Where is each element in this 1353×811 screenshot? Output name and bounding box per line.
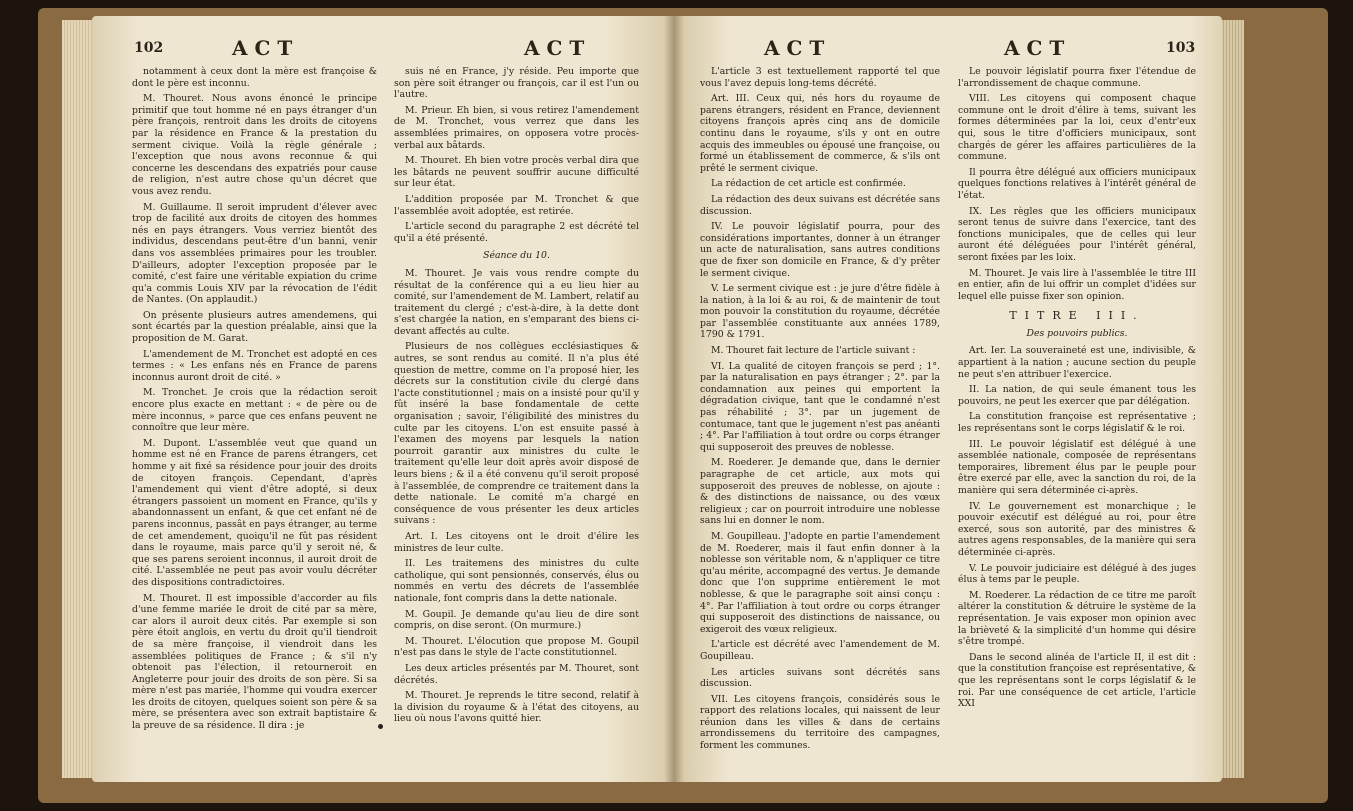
page-edges-left — [62, 20, 96, 778]
paragraph: M. Roederer. La rédaction de ce titre me paroît altérer la constitution & détruire le système de la représentation. Je vais exposer mon opinion avec la brièveté & la simplicité d'un homme qui désire s'être trompé. — [958, 589, 1196, 648]
text-column-2 — [958, 66, 1196, 714]
paragraph: La rédaction de cet article est confirmée. — [711, 178, 906, 190]
paragraph: M. Thouret. Je vais lire à l'assemblée le titre III en entier, afin de lui offrir un complet d'idées sur lequel elle puisse fixer son opinion. — [958, 267, 1196, 302]
paragraph: M. Dupont. L'assemblée veut que quand un homme est né en France de parens étrangers, cet homme y ait fixé sa résidence pour jouir des droits de citoyen françois. Cependant, d'après l'amendement qui vient d'être adopté, si deux étrangers passoient un moment en France, qu'ils y abandonnassent un enfant, & que cet enfant né de parens inconnus, passât en pays étranger, au terme de cet amendement, quoiqu'il ne fût pas résident dans le royaume, mais parce qu'il y seroit né, & que ses parens seroient inconnus, il auroit droit de cité. L'assemblée ne peut pas avoir voulu décréter des dispositions contradictoires. — [132, 437, 377, 588]
paragraph: II. La nation, de qui seule émanent tous les pouvoirs, ne peut les exercer que par délégation. — [958, 384, 1196, 407]
paragraph: IV. Le pouvoir législatif pourra, pour des considérations importantes, donner à un étranger un acte de naturalisation, sans autres conditions que de fixer son domicile en France, & d'y prêter le serment civique. — [700, 221, 940, 279]
paragraph: VI. La qualité de citoyen françois se perd ; 1°. par la naturalisation en pays étranger ; 2°. par la condamnation aux peines qui emportent la dégradation civique, tant que le condamné n'est pas réhabilité ; 3°. par un jugement de contumace, tant que le jugement n'est pas anéanti ; 4°. Par l'affiliation à tout ordre ou corps étranger qui supposeroit des preuves de noblesse. — [700, 360, 940, 453]
text-column-2 — [394, 66, 639, 729]
paragraph: M. Thouret. Eh bien votre procès verbal dira que les bâtards ne peuvent souffrir aucune difficulté sur leur état. — [394, 155, 639, 190]
paragraph: Le pouvoir législatif pourra fixer l'étendue de l'arrondissement de chaque commune. — [958, 66, 1196, 89]
ink-dot — [378, 724, 383, 729]
paragraph: IX. Les règles que les officiers municipaux seront tenus de suivre dans l'exercice, tant des fonctions municipales, que de celles qui leur auront été déléguées pour l'intérêt général, seront fixées par les loix. — [958, 205, 1196, 263]
paragraph: M. Thouret. Je reprends le titre second, relatif à la division du royaume & à l'état des citoyens, au lieu où nous l'avons quitté hier. — [394, 690, 639, 725]
paragraph: La rédaction des deux suivans est décrétée sans discussion. — [700, 193, 940, 217]
paragraph: On présente plusieurs autres amendemens, qui sont écartés par la question préalable, ainsi que la proposition de M. Garat. — [132, 309, 377, 345]
paragraph: notamment à ceux dont la mère est françoise & dont le père est inconnu. — [132, 66, 377, 89]
paragraph: Il pourra être délégué aux officiers municipaux quelques fonctions relatives à l'intérêt général de l'état. — [958, 166, 1196, 201]
paragraph: Les articles suivans sont décrétés sans discussion. — [700, 666, 940, 690]
paragraph: Art. III. Ceux qui, nés hors du royaume de parens étrangers, résident en France, deviennent citoyens françois après cinq ans de domicile continu dans le royaume, s'ils y ont en outre acquis des immeubles ou épousé une françoise, ou formé un établissement de commerce, & s'ils ont prêté le serment civique. — [700, 93, 940, 174]
paragraph: L'addition proposée par M. Tronchet & que l'assemblée avoit adoptée, est retirée. — [394, 193, 639, 217]
page-number: 102 — [134, 40, 164, 56]
running-header: ACT — [1004, 36, 1072, 60]
paragraph: M. Thouret. Nous avons énoncé le principe primitif que tout homme né en pays étranger d'un père françois, rentroit dans les droits de citoyens par la résidence en France & la prestation du serment civique. Voilà la règle générale ; l'exception que nous avons reconnue & qui concerne les descendans des expatriés pour cause de religion, n'est autre chose qu'un décret que vous avez rendu. — [132, 93, 377, 197]
paragraph: M. Thouret. Il est impossible d'accorder au fils d'une femme mariée le droit de cité par sa mère, car alors il auroit deux cités. Par exemple si son père étoit anglois, en vertu du droit qu'il tiendroit de sa mère françoise, il viendroit dans les assemblées politiques de France ; & s'il n'y obtenoit pas l'élection, il retourneroit en Angleterre pour jouir des droits de son père. Si sa mère n'est pas mariée, l'homme qui voudra exercer les droits de citoyen, quelques soient son père & sa mère, se présentera avec son extrait baptistaire & la preuve de sa résidence. Il dira : je — [132, 592, 377, 732]
paragraph: M. Roederer. Je demande que, dans le dernier paragraphe de cet article, aux mots qui supposeroit des preuves de noblesse, on ajoute : & des distinctions de naissance, ou des vœux religieux ; car on pourroit introduire une noblesse sans lui en donner le nom. — [700, 457, 940, 527]
paragraph: suis né en France, j'y réside. Peu importe que son père soit étranger ou françois, car il est l'un ou l'autre. — [394, 66, 639, 101]
left-page — [92, 16, 674, 782]
paragraph: Des pouvoirs publics. — [1026, 327, 1128, 339]
paragraph: VII. Les citoyens françois, considérés sous le rapport des relations locales, qui naissent de leur réunion dans les villes & dans de certains arrondissemens du territoire des campagnes, forment les communes. — [700, 693, 940, 752]
running-header: ACT — [524, 36, 592, 60]
paragraph: Plusieurs de nos collègues ecclésiastiques & autres, se sont rendus au comité. Il n'a plus été question de mettre, comme on l'a proposé hier, les décrets sur la constitution civile du clergé dans l'acte constitutionnel ; mais on a insisté pour qu'il y fût inséré la base fondamentale de cette organisation ; savoir, l'éligibilité des ministres du culte par les citoyens. L'on est ensuite passé à l'examen des moyens par lesquels la nation pourroit garantir aux ministres du culte le traitement qu'elle leur doit après avoir disposé de leurs biens ; & il a été convenu qu'il seroit proposé à l'assemblée, de comprendre ce traitement dans la dette nationale. Le comité m'a chargé en conséquence de vous présenter les deux articles suivans : — [394, 341, 639, 527]
paragraph: M. Guillaume. Il seroit imprudent d'élever avec trop de facilité aux droits de citoyen des hommes nés en pays étrangers. Vous verriez bientôt des individus, descendans peut-être d'un banni, venir dans vos assemblées primaires pour les troubler. D'ailleurs, adopter l'exception proposée par le comité, c'est faire une véritable expiation du crime qu'a commis Louis XIV par la révocation de l'édit de Nantes. (On applaudit.) — [132, 201, 377, 306]
paragraph: Les deux articles présentés par M. Thouret, sont décrétés. — [394, 662, 639, 686]
paragraph: M. Goupil. Je demande qu'au lieu de dire sont compris, on dise seront. (On murmure.) — [394, 608, 639, 632]
running-header: ACT — [232, 36, 300, 60]
paragraph: L'article est décrété avec l'amendement de M. Goupilleau. — [700, 639, 940, 662]
paragraph: V. Le pouvoir judiciaire est délégué à des juges élus à tems par le peuple. — [958, 562, 1196, 586]
paragraph: V. Le serment civique est : je jure d'être fidèle à la nation, à la loi & au roi, & de maintenir de tout mon pouvoir la constitution du royaume, décrétée par l'assemblée constituante aux années 1789, 1790 & 1791. — [700, 283, 940, 341]
paragraph: L'article second du paragraphe 2 est décrété tel qu'il a été présenté. — [394, 221, 639, 244]
paragraph: L'amendement de M. Tronchet est adopté en ces termes : « Les enfans nés en France de parens inconnus auront droit de cité. » — [132, 348, 377, 383]
page-number: 103 — [1166, 40, 1196, 56]
paragraph: M. Thouret. L'élocution que propose M. Goupil n'est pas dans le style de l'acte constitutionnel. — [394, 635, 639, 659]
paragraph: M. Tronchet. Je crois que la rédaction seroit encore plus exacte en mettant : « de père ou de mère inconnus, » parce que ces enfans peuvent ne connoître que leur mère. — [132, 387, 377, 434]
paragraph: III. Le pouvoir législatif est délégué à une assemblée nationale, composée de représentans temporaires, librement élus par le peuple pour être exercé par elle, avec la sanction du roi, de la manière qui sera déterminée ci-après. — [958, 438, 1196, 496]
running-header: ACT — [764, 36, 832, 60]
paragraph: La constitution françoise est représentative ; les représentans sont le corps législatif & le roi. — [958, 411, 1196, 435]
paragraph: M. Prieur. Eh bien, si vous retirez l'amendement de M. Tronchet, vous verrez que dans les assemblées primaires, on opposera votre procès-verbal aux bâtards. — [394, 104, 639, 151]
paragraph: II. Les traitemens des ministres du culte catholique, qui sont pensionnés, conservés, élus ou nommés en vertu des décrets de l'assemblée nationale, font compris dans la dette nationale. — [394, 558, 639, 604]
paragraph: VIII. Les citoyens qui composent chaque commune ont le droit d'élire à tems, suivant les formes déterminées par la loi, ceux d'entr'eux qui, sous le titre d'officiers municipaux, sont chargés de gérer les affaires particulières de la commune. — [958, 93, 1196, 163]
paragraph: Séance du 10. — [483, 250, 550, 262]
right-page — [674, 16, 1222, 782]
paragraph: M. Thouret fait lecture de l'article suivant : — [711, 345, 916, 357]
text-column-1 — [700, 66, 940, 756]
paragraph: Art. I. Les citoyens ont le droit d'élire les ministres de leur culte. — [394, 530, 639, 554]
paragraph: M. Goupilleau. J'adopte en partie l'amendement de M. Roederer, mais il faut enfin donner à la noblesse son véritable nom, & n'appliquer ce titre qu'au mérite, accompagné des vertus. Je demande donc que l'on supprime entièrement le mot noblesse, & que le paragraphe soit ainsi conçu : 4°. Par l'affiliation à tout ordre ou corps étranger qui supposeroit des distinctions de naissance, ou exigeroit des vœux religieux. — [700, 530, 940, 635]
paragraph: Art. Ier. La souveraineté est une, indivisible, & appartient à la nation ; aucune section du peuple ne peut s'en attribuer l'exercice. — [958, 345, 1196, 380]
text-column-1 — [132, 66, 377, 736]
paragraph: Dans le second alinéa de l'article II, il est dit : que la constitution françoise est représentative, & que les représentans sont le corps législatif & le roi. Par une conséquence de cet article, l'article XXI — [958, 651, 1196, 710]
paragraph: L'article 3 est textuellement rapporté tel que vous l'avez depuis long-tems décrété. — [700, 66, 940, 89]
paragraph: TITRE III. — [1009, 309, 1145, 323]
gutter-shadow — [664, 16, 684, 782]
paragraph: IV. Le gouvernement est monarchique ; le pouvoir exécutif est délégué au roi, pour être exercé, sous son autorité, par des ministres & autres agens responsables, de la manière qui sera déterminée ci-après. — [958, 500, 1196, 558]
paragraph: M. Thouret. Je vais vous rendre compte du résultat de la conférence qui a eu lieu hier au comité, sur l'amendement de M. Lambert, relatif au traitement du clergé ; c'est-à-dire, à la dette dont s'est chargée la nation, en s'emparant des biens ci-devant affectés au culte. — [394, 267, 639, 337]
